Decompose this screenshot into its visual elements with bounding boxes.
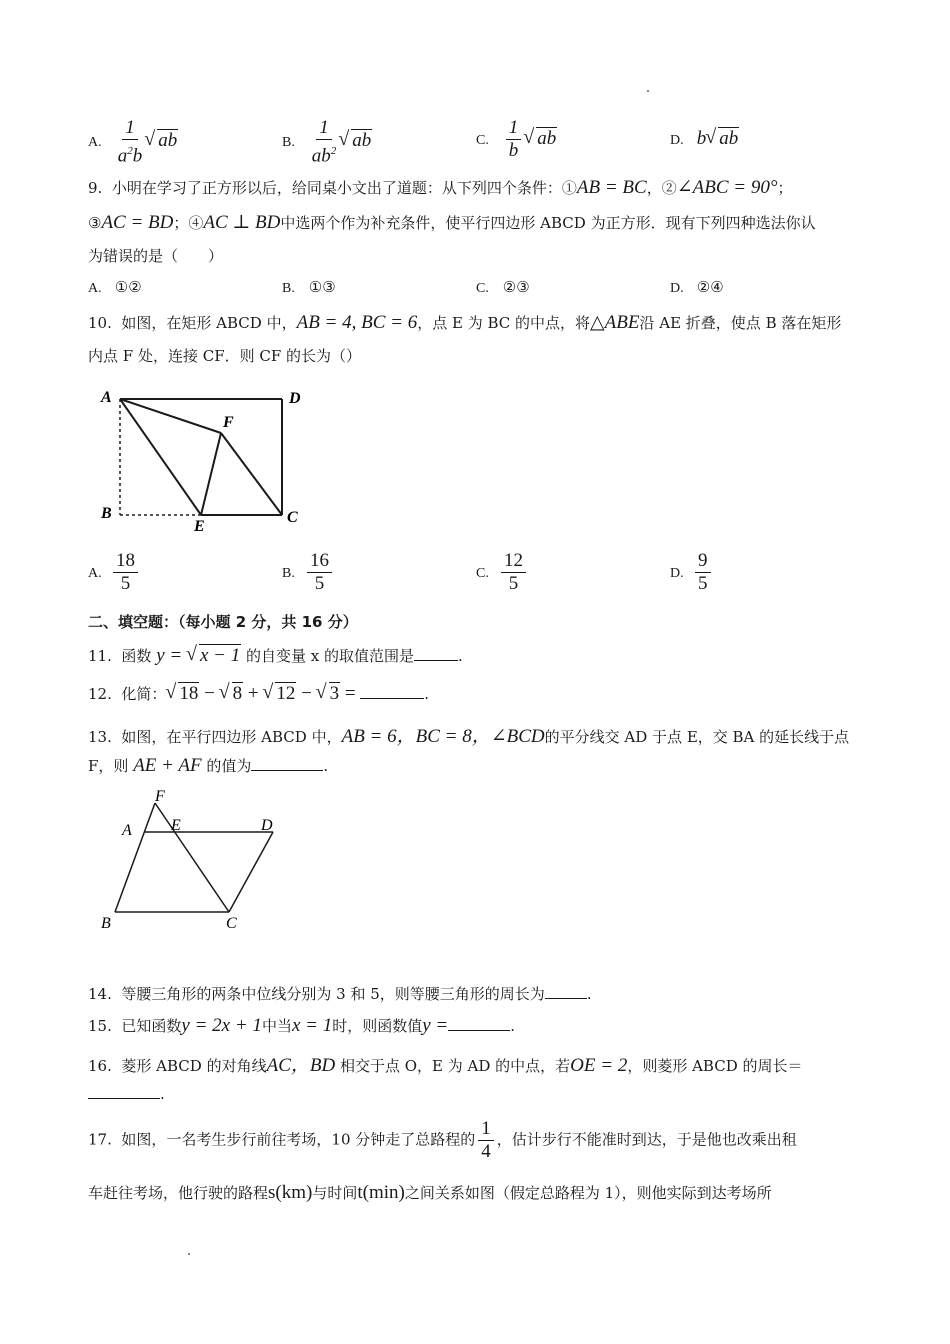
q10-option-d[interactable]: D. $\frac{9}{5}$ bbox=[670, 550, 714, 595]
label-e: E bbox=[171, 817, 181, 834]
label-f: F bbox=[155, 788, 165, 805]
q12-line: 12. 化简：√ 18 − √ 8 + √ 12 − √ 3 = . bbox=[88, 683, 429, 705]
q16-line-2: . bbox=[88, 1084, 165, 1103]
q8-option-d[interactable]: D. b√ ab bbox=[670, 128, 739, 150]
answer-blank[interactable] bbox=[545, 984, 587, 999]
section-heading-fill-in: 二、填空题：（每小题 2 分，共 16 分） bbox=[88, 613, 358, 631]
segment-af bbox=[120, 399, 221, 433]
label-f: F bbox=[223, 414, 234, 431]
q9-line-1: 9. 小明在学习了正方形以后，给同桌小文出了道题：从下列四个条件：①AB = BC，②∠ABC = 90°； bbox=[88, 177, 793, 198]
q9-option-c[interactable]: C. ②③ bbox=[476, 278, 530, 296]
segment-ae bbox=[120, 399, 201, 515]
answer-blank[interactable] bbox=[360, 684, 424, 699]
sqrt-expression: √ ab bbox=[339, 130, 372, 152]
answer-blank[interactable] bbox=[251, 756, 323, 771]
answer-blank[interactable] bbox=[414, 646, 458, 661]
sqrt-expression: √ ab bbox=[706, 128, 739, 150]
q8-option-b[interactable]: B. $\frac{1}{ab^2}$ √ ab bbox=[282, 117, 372, 167]
q10-line-2: 内点 F 处，连接 CF．则 CF 的长为（） bbox=[88, 347, 362, 365]
q9-option-a[interactable]: A. ①② bbox=[88, 278, 142, 296]
q9-option-d[interactable]: D. ②④ bbox=[670, 278, 724, 296]
q10-option-c[interactable]: C. $\frac{12}{5}$ bbox=[476, 550, 529, 595]
sqrt-expression: √ ab bbox=[145, 130, 178, 152]
sqrt-expression: √ ab bbox=[524, 128, 557, 150]
q8-option-a[interactable]: A. $\frac{1}{a^2b}$ √ ab bbox=[88, 117, 178, 167]
label-c: C bbox=[287, 509, 298, 526]
label-a: A bbox=[101, 389, 112, 406]
segment-fc bbox=[155, 803, 229, 912]
q13-line-2: F，则 AE + AF 的值为 . bbox=[88, 755, 329, 776]
q14-line: 14. 等腰三角形的两条中位线分别为 3 和 5，则等腰三角形的周长为 . bbox=[88, 985, 592, 1003]
q10-option-a[interactable]: A. $\frac{18}{5}$ bbox=[88, 550, 141, 595]
segment-dc bbox=[229, 832, 273, 912]
label-d: D bbox=[289, 390, 301, 407]
stray-dot bbox=[647, 90, 649, 92]
q13-line-1: 13. 如图，在平行四边形 ABCD 中，AB = 6，BC = 8，∠BCD的平分线交 AD 于点 E，交 BA 的延长线于点 bbox=[88, 726, 850, 747]
q10-line-1: 10. 如图，在矩形 ABCD 中，AB = 4, BC = 6，点 E 为 BC 的中点，将△ABE沿 AE 折叠，使点 B 落在矩形 bbox=[88, 312, 842, 333]
q9-line-2: ③AC = BD；④AC ⊥ BD中选两个作为补充条件，使平行四边形 ABCD 为正方形．现有下列四种选法你认 bbox=[88, 212, 816, 233]
label-e: E bbox=[194, 518, 205, 535]
answer-blank[interactable] bbox=[448, 1016, 510, 1031]
answer-blank[interactable] bbox=[88, 1084, 160, 1099]
q11-line: 11. 函数 y = √ x − 1 的自变量 x 的取值范围是 . bbox=[88, 645, 463, 667]
q17-line-1: 17. 如图，一名考生步行前往考场，10 分钟走了总路程的 $\frac{1}{4}$ ，估计步行不能准时到达，于是他也改乘出租 bbox=[88, 1118, 797, 1162]
label-b: B bbox=[101, 505, 112, 522]
q9-line-3: 为错误的是（ ） bbox=[88, 247, 224, 265]
q10-option-b[interactable]: B. $\frac{16}{5}$ bbox=[282, 550, 335, 595]
label-b: B bbox=[101, 915, 111, 932]
label-d: D bbox=[261, 817, 273, 834]
label-a: A bbox=[122, 822, 132, 839]
segment-fc bbox=[221, 433, 282, 515]
stray-dot bbox=[188, 1253, 190, 1255]
sqrt-expression: √ x − 1 bbox=[187, 645, 241, 667]
q8-option-c[interactable]: C. $\frac{1}{b}$ √ ab bbox=[476, 117, 557, 162]
q13-parallelogram-figure bbox=[95, 785, 305, 935]
q17-line-2: 车赶往考场，他行驶的路程s(km)与时间t(min)之间关系如图（假定总路程为 1），则他实际到达考场所 bbox=[88, 1182, 772, 1203]
segment-bf bbox=[115, 803, 155, 912]
label-c: C bbox=[226, 915, 237, 932]
q16-line-1: 16. 菱形 ABCD 的对角线AC，BD 相交于点 O，E 为 AD 的中点，若OE = 2，则菱形 ABCD 的周长＝ bbox=[88, 1055, 803, 1076]
q10-rectangle-figure bbox=[95, 385, 325, 535]
segment-fe bbox=[201, 433, 221, 515]
q9-option-b[interactable]: B. ①③ bbox=[282, 278, 336, 296]
q15-line: 15. 已知函数y = 2x + 1中当x = 1时，则函数值y = . bbox=[88, 1015, 516, 1036]
